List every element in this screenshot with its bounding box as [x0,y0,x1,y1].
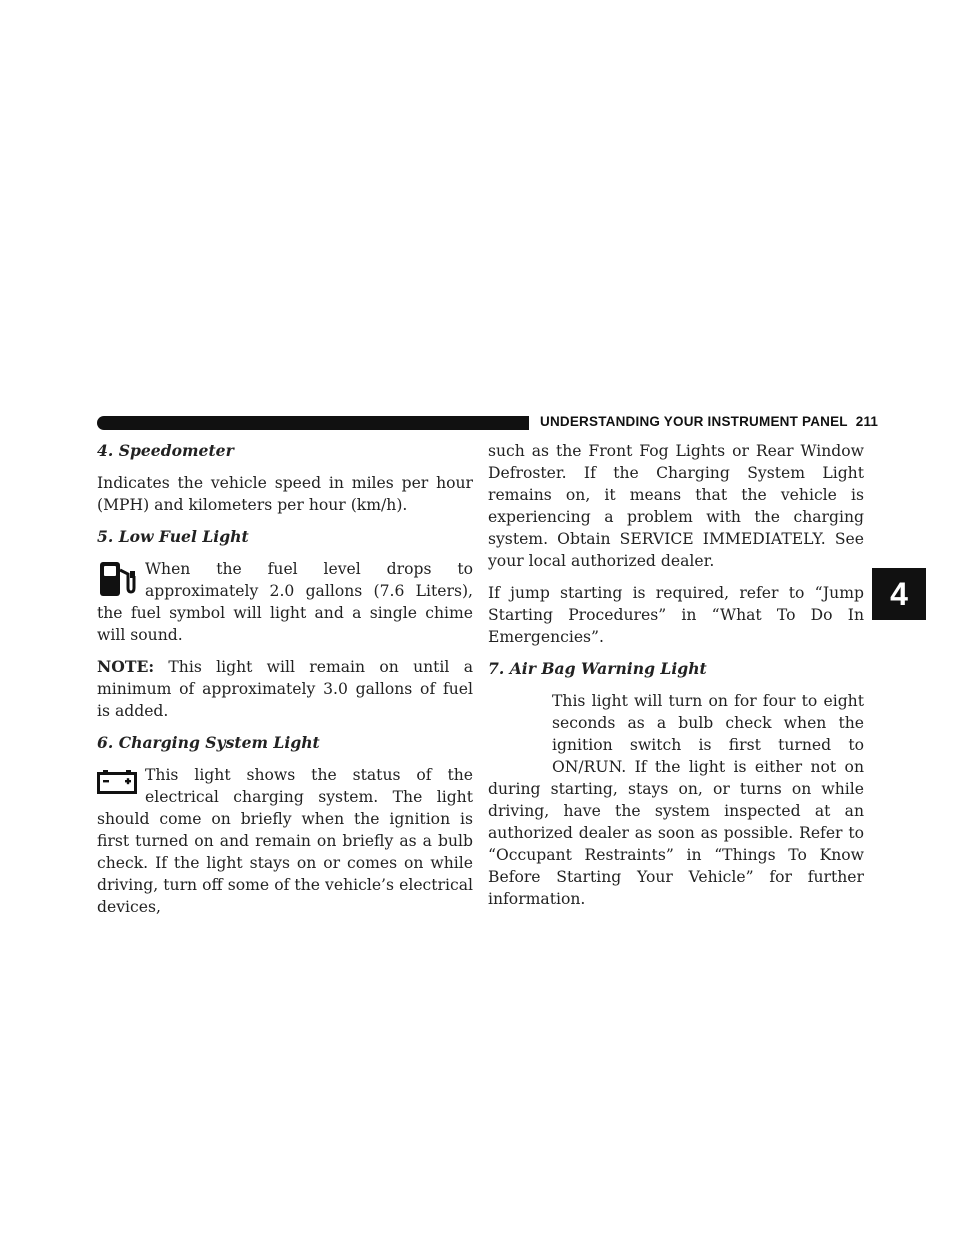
airbag-paragraph [488,690,864,910]
speedometer-heading: 4. Speedometer [97,441,234,460]
speedometer-text: Indicates the vehicle speed in miles per hour (MPH) and kilometers per hour (km/h). [97,474,473,514]
low-fuel-note [97,656,473,722]
right-column [488,440,864,920]
note-label: NOTE: [97,657,155,676]
chapter-tab: 4 [872,568,926,620]
charging-heading: 6. Charging System Light [97,733,320,752]
charging-text: This light shows the status of the electrical charging system. The light should come on briefly when the ignition is first turned on and remain on briefly as a bulb check. If the light stays on or comes on while driving, turn off some of the vehicle’s electrical devices, [97,766,473,916]
airbag-heading: 7. Air Bag Warning Light [488,659,707,678]
page-number: 211 [855,414,879,429]
battery-icon [97,770,137,794]
low-fuel-paragraph [97,558,473,646]
charging-paragraph [97,764,473,918]
section-title: UNDERSTANDING YOUR INSTRUMENT PANEL [540,414,848,429]
fuel-pump-icon [97,560,137,598]
header-rule [97,416,529,430]
running-header [540,414,878,429]
low-fuel-text: When the fuel level drops to approximately 2.0 gallons (7.6 Liters), the fuel symbol will light and a single chime will sound. [97,560,473,644]
airbag-icon [488,692,544,772]
airbag-text: This light will turn on for four to eight seconds as a bulb check when the ignition switch is first turned to ON/RUN. If the light is either not on during starting, stays on, or turns on while driving, have the system inspected at an authorized dealer as soon as possible. Refer to “Occupant Restraints” in “Things To Know Before Starting Your Vehicle” for further information. [488,692,864,908]
low-fuel-heading: 5. Low Fuel Light [97,527,249,546]
left-column [97,440,473,928]
note-text: This light will remain on until a minimum of approximately 3.0 gallons of fuel is added. [97,658,473,720]
charging-continued: such as the Front Fog Lights or Rear Window Defroster. If the Charging System Light remains on, it means that the vehicle is experiencing a problem with the charging system. Obtain SERVICE IMMEDIATELY. See your local authorized dealer. [488,442,864,570]
jump-start-text: If jump starting is required, refer to “Jump Starting Procedures” in “What To Do In Emergencies”. [488,584,864,646]
